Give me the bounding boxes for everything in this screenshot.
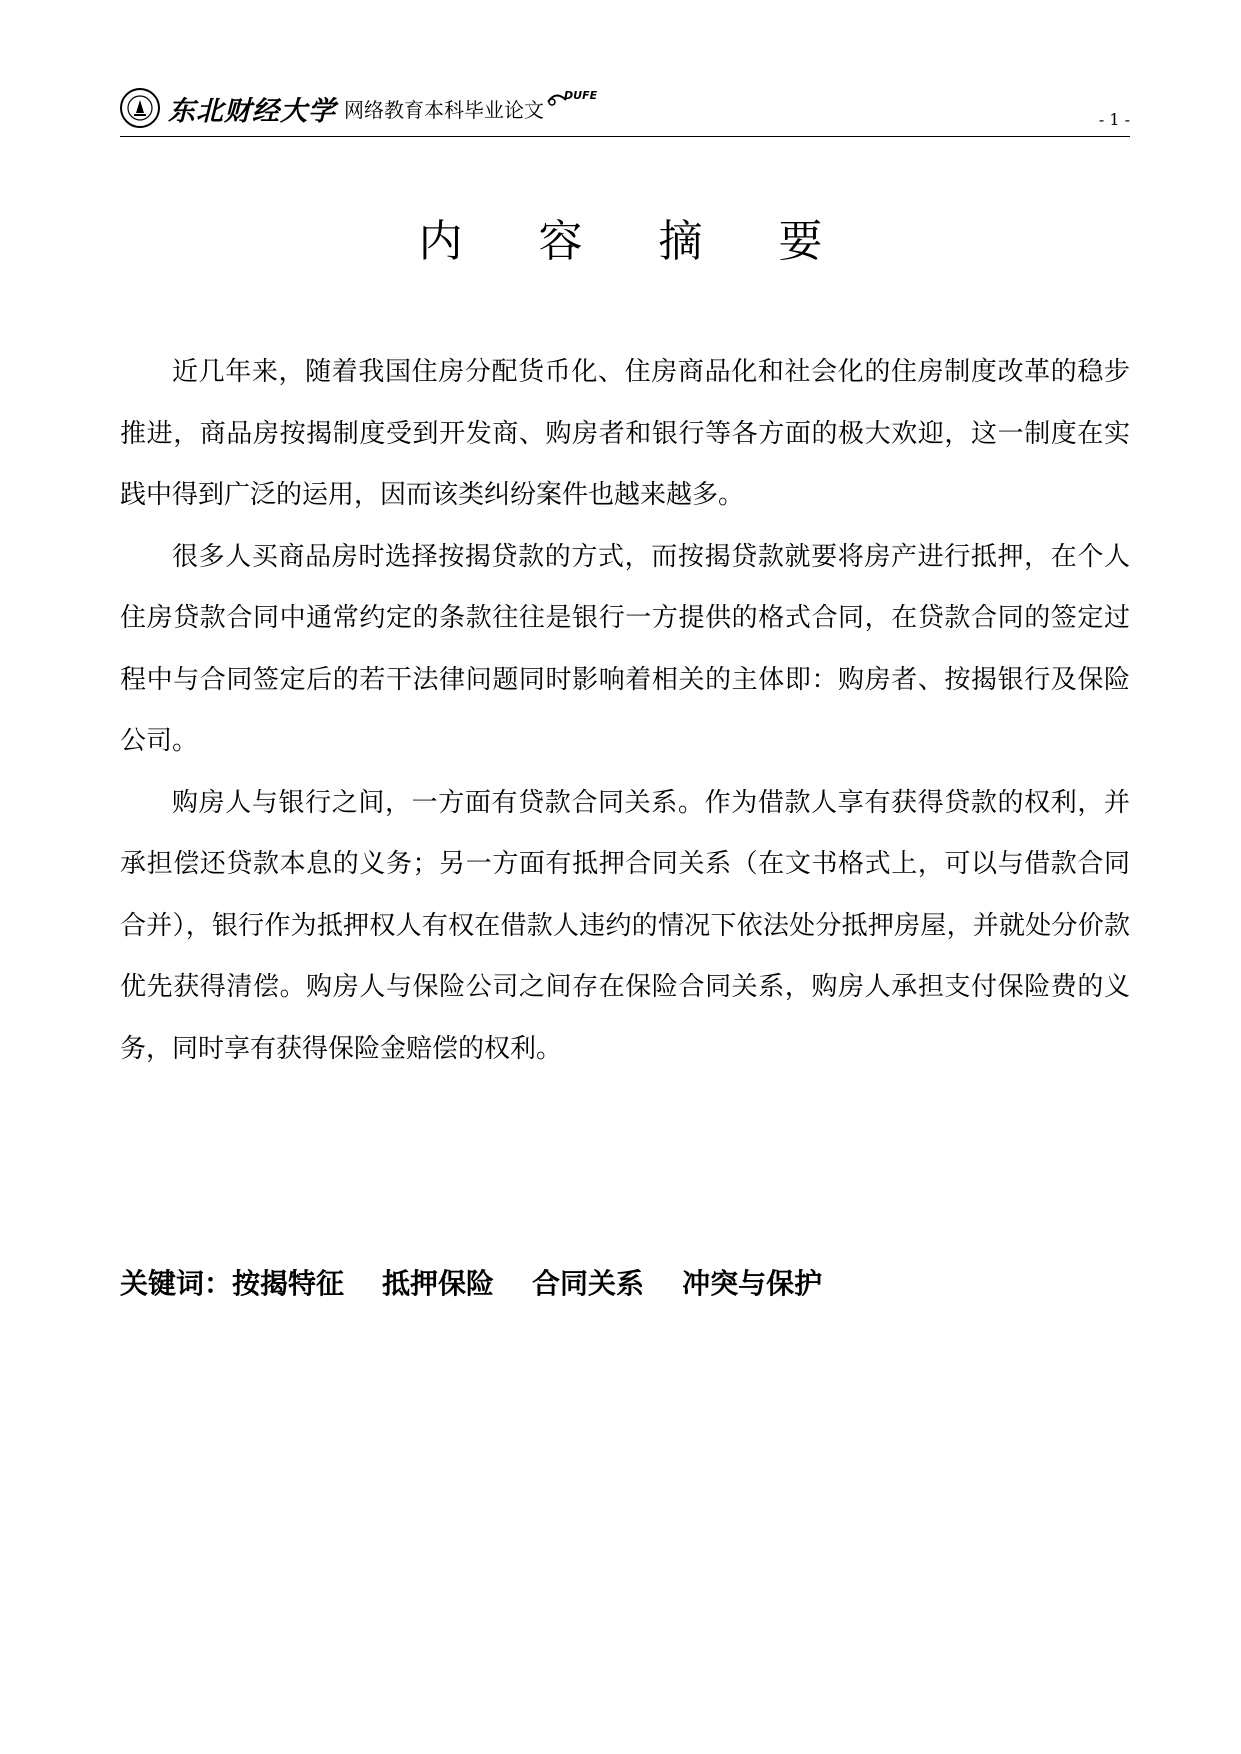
keyword: 冲突与保护: [682, 1267, 823, 1300]
keyword: 合同关系: [532, 1267, 645, 1300]
page-header: [120, 86, 1130, 138]
title-char: 容: [538, 216, 583, 267]
abstract-body: [120, 342, 1130, 1080]
header-subtitle: 网络教育本科毕业论文: [344, 97, 544, 122]
keywords-line: [120, 1262, 822, 1302]
page-title: [0, 205, 1241, 269]
paragraph: 购房人与银行之间，一方面有贷款合同关系。作为借款人享有获得贷款的权利，并承担偿还贷款本息的义务；另一方面有抵押合同关系（在文书格式上，可以与借款合同合并），银行作为抵押权人有权在借款人违约的情况下依法处分抵押房屋，并就处分价款优先获得清偿。购房人与保险公司之间存在保险合同关系，购房人承担支付保险费的义务，同时享有获得保险金赔偿的权利。: [120, 787, 1130, 1064]
university-logo: [120, 86, 610, 130]
header-rule: [120, 136, 1130, 137]
paragraph: 近几年来，随着我国住房分配货币化、住房商品化和社会化的住房制度改革的稳步推进，商品房按揭制度受到开发商、购房者和银行等各方面的极大欢迎，这一制度在实践中得到广泛的运用，因而该类纠纷案件也越来越多。: [120, 357, 1130, 510]
title-char: 要: [778, 216, 823, 267]
keywords-label: 关键词：: [120, 1267, 233, 1300]
keyword: 抵押保险: [382, 1267, 495, 1300]
paragraph: 很多人买商品房时选择按揭贷款的方式，而按揭贷款就要将房产进行抵押，在个人住房贷款合同中通常约定的条款往往是银行一方提供的格式合同，在贷款合同的签定过程中与合同签定后的若干法律问题同时影响着相关的主体即：购房者、按揭银行及保险公司。: [120, 541, 1130, 756]
title-char: 内: [418, 216, 463, 267]
keyword: 按揭特征: [232, 1267, 345, 1300]
university-name: 东北财经大学: [168, 95, 336, 127]
page-number: - 1 -: [1098, 110, 1130, 129]
dufe-badge: [546, 88, 610, 112]
university-seal-icon: [120, 88, 160, 128]
dufe-badge-text: DUFE: [564, 89, 598, 102]
title-char: 摘: [658, 216, 703, 267]
